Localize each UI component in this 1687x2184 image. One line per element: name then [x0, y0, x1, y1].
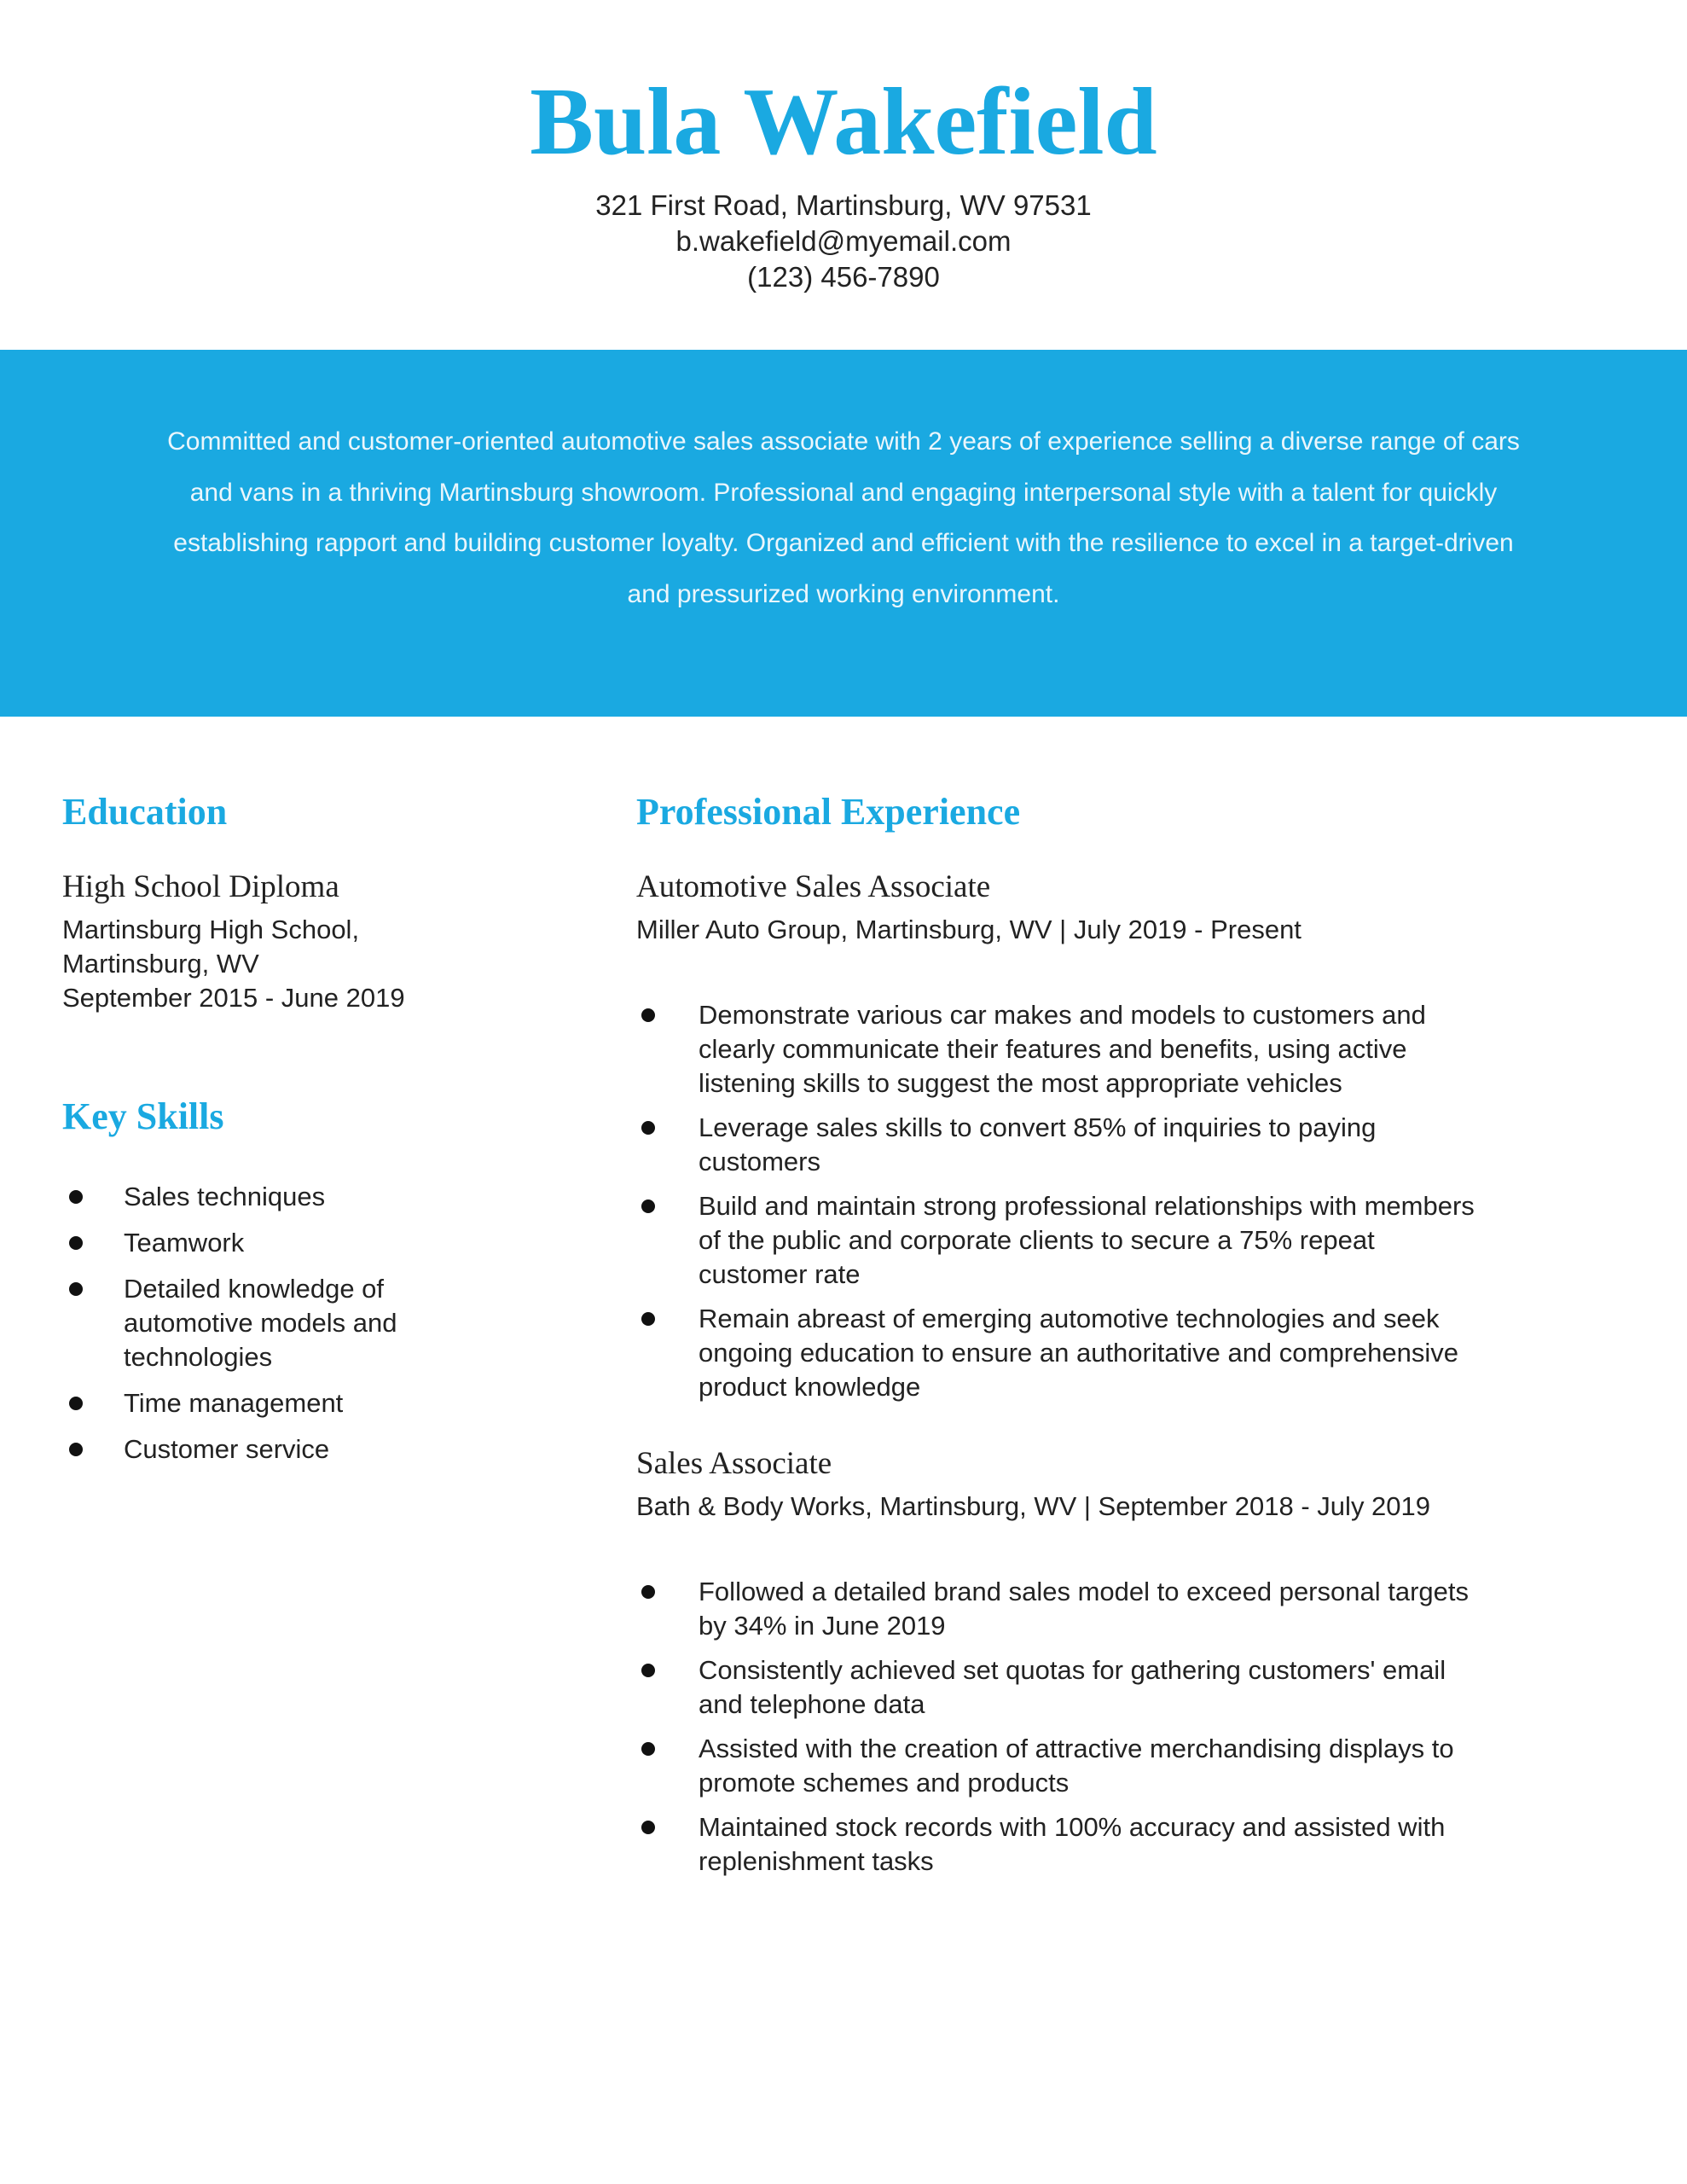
- job-bullet: Assisted with the creation of attractive merchandising displays to promote schemes and products: [636, 1732, 1483, 1800]
- skill-item: Sales techniques: [62, 1180, 438, 1214]
- school-location: Martinsburg, WV: [62, 949, 259, 979]
- bullet-icon: [641, 1742, 655, 1756]
- bullet-icon: [641, 1008, 655, 1022]
- bullet-icon: [641, 1121, 655, 1135]
- job-bullet: Consistently achieved set quotas for gathering customers' email and telephone data: [636, 1653, 1483, 1722]
- job-bullet: Maintained stock records with 100% accuracy and assisted with replenishment tasks: [636, 1810, 1483, 1879]
- job-meta: Bath & Body Works, Martinsburg, WV | September 2018 - July 2019: [636, 1491, 1431, 1521]
- job-bullets: [636, 1575, 1489, 1879]
- bullet-icon: [69, 1443, 83, 1456]
- job-bullet: Remain abreast of emerging automotive technologies and seek ongoing education to ensure an authoritative and comprehensive product knowledge: [636, 1302, 1483, 1404]
- job-title: Sales Associate: [636, 1446, 832, 1481]
- summary-text: Committed and customer-oriented automotive sales associate with 2 years of experience selling a diverse range of cars and vans in a thriving Martinsburg showroom. Professional and engaging interpersonal style with a talent for quickly establishing rapport and building customer loyalty. Organized and efficient with the resilience to excel in a target-driven and pressurized working environment.: [167, 427, 1520, 608]
- email: b.wakefield@myemail.com: [675, 225, 1012, 257]
- skills-heading: Key Skills: [62, 1095, 224, 1137]
- experience-heading: Professional Experience: [636, 791, 1021, 833]
- bullet-icon: [69, 1236, 83, 1250]
- education-dates: September 2015 - June 2019: [62, 983, 405, 1013]
- skill-item: Customer service: [62, 1432, 438, 1467]
- job-bullet: Build and maintain strong professional relationships with members of the public and corporate clients to secure a 75% repeat customer rate: [636, 1189, 1483, 1292]
- job-meta: Miller Auto Group, Martinsburg, WV | July 2019 - Present: [636, 915, 1301, 944]
- skill-item: Teamwork: [62, 1226, 438, 1260]
- job-title: Automotive Sales Associate: [636, 869, 991, 904]
- bullet-icon: [641, 1585, 655, 1599]
- job-bullet: Leverage sales skills to convert 85% of inquiries to paying customers: [636, 1111, 1483, 1179]
- bullet-icon: [69, 1282, 83, 1296]
- job-entry: [636, 867, 1489, 1414]
- phone: (123) 456-7890: [747, 261, 940, 293]
- education-heading: Education: [62, 791, 228, 833]
- candidate-name: Bula Wakefield: [530, 69, 1157, 175]
- job-bullet: Followed a detailed brand sales model to exceed personal targets by 34% in June 2019: [636, 1575, 1483, 1643]
- job-bullets: [636, 998, 1489, 1404]
- bullet-icon: [641, 1312, 655, 1326]
- skills-list: [62, 1180, 438, 1478]
- bullet-icon: [641, 1199, 655, 1213]
- address: 321 First Road, Martinsburg, WV 97531: [595, 189, 1092, 221]
- bullet-icon: [641, 1664, 655, 1677]
- bullet-icon: [641, 1821, 655, 1834]
- school: Martinsburg High School,: [62, 915, 360, 944]
- degree: High School Diploma: [62, 869, 339, 904]
- bullet-icon: [69, 1397, 83, 1410]
- skill-item: Time management: [62, 1386, 438, 1420]
- job-entry: [636, 1443, 1489, 1889]
- contact-info: [0, 188, 1687, 295]
- job-bullet: Demonstrate various car makes and models to customers and clearly communicate their features and benefits, using active listening skills to suggest the most appropriate vehicles: [636, 998, 1483, 1101]
- bullet-icon: [69, 1190, 83, 1204]
- skill-item: Detailed knowledge of automotive models and technologies: [62, 1272, 438, 1374]
- education-entry: [62, 867, 540, 1015]
